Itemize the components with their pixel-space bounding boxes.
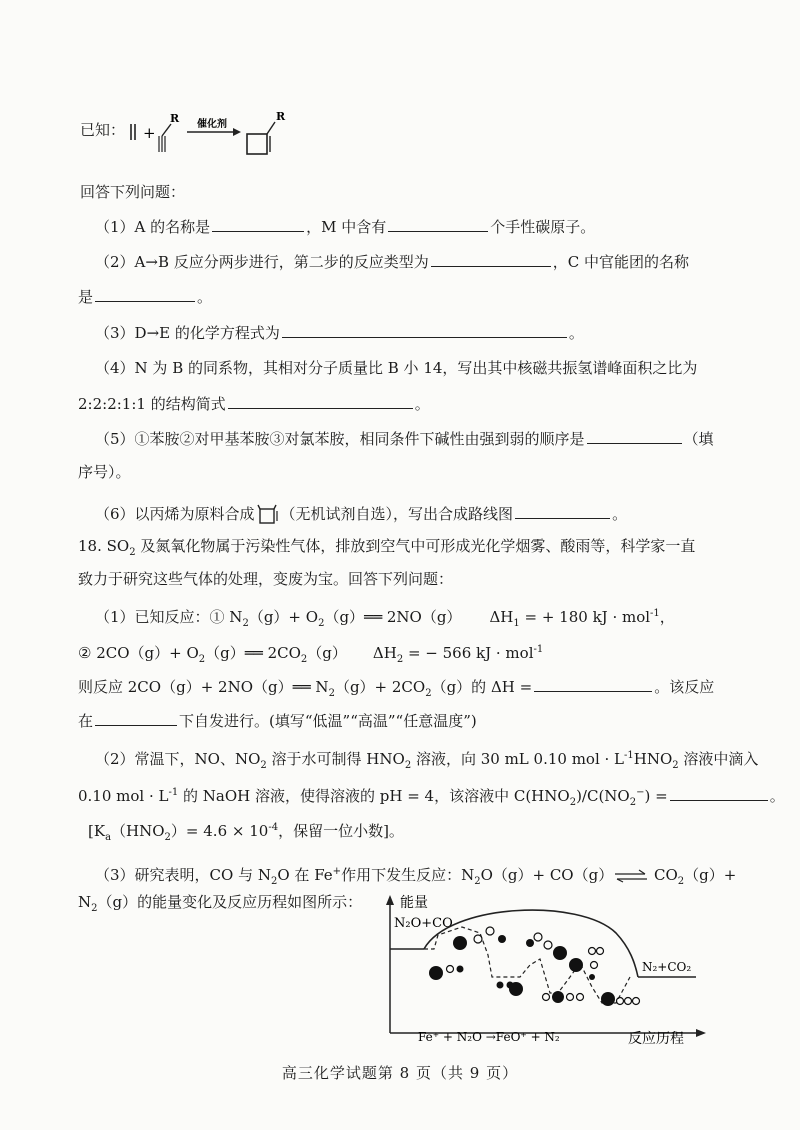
arrow-head: [233, 128, 241, 136]
q17-p2-text-a: （2）A→B 反应分两步进行，第二步的反应类型为: [95, 253, 429, 271]
r2-b: （g）══ 2CO: [205, 644, 301, 662]
q17-p5-text-b: （填: [683, 430, 714, 448]
sup-plus: +: [332, 866, 342, 877]
sub-2: 2: [318, 618, 325, 629]
cyclobutene-structure-icon: [255, 503, 281, 527]
s2-k: [K: [88, 822, 106, 840]
y-axis-label: 能量: [400, 895, 428, 911]
fe-ion-molecule: [453, 936, 467, 950]
s2-e: 溶液中滴入: [678, 750, 759, 768]
sub-2: 2: [404, 760, 412, 771]
o-atom: [589, 948, 596, 955]
sub-2: 2: [569, 797, 577, 808]
s3-h: （g）的能量变化及反应历程如图所示：: [97, 893, 363, 911]
fe-ion-molecule: [509, 982, 523, 996]
r1-a: （1）已知反应：① N: [95, 608, 243, 626]
answer-blank[interactable]: [282, 322, 567, 338]
o-atom: [617, 998, 624, 1005]
c-atom: [498, 935, 506, 943]
q17-p2-text-c: 是: [78, 288, 94, 306]
n-atom: [447, 966, 454, 973]
q17-part2-cont: [78, 286, 800, 307]
sub-2: 2: [396, 654, 404, 665]
answer-blank[interactable]: [587, 428, 682, 444]
c-atom: [589, 974, 595, 980]
sup-minus1: -1: [650, 608, 660, 619]
q17-p4-text-c: 。: [414, 395, 430, 413]
sub-2: 2: [328, 688, 335, 699]
sup-minus4: -4: [268, 822, 279, 833]
s3-d: O（g）+ CO（g）: [480, 866, 614, 884]
r2-c: （g）: [307, 644, 347, 662]
s3-g: N: [78, 893, 92, 911]
s3-f: （g）+: [684, 866, 737, 884]
equilibrium-arrow-icon: [613, 869, 649, 883]
answer-blank[interactable]: [228, 393, 413, 409]
q17-p4-text-a: （4）N 为 B 的同系物，其相对分子质量比 B 小 14，写出其中核磁共振氢谱峰面积之比为: [95, 359, 698, 377]
answer-blank[interactable]: [670, 785, 768, 801]
answer-blank[interactable]: [431, 251, 551, 267]
r1-c: （g）══ 2NO（g）: [324, 608, 462, 626]
answer-blank[interactable]: [515, 503, 610, 519]
q17-p1-text-a: （1）A 的名称是: [95, 218, 211, 236]
q18-reaction2: [78, 640, 800, 670]
q18-reaction3: [78, 676, 800, 704]
o-atom: [625, 998, 632, 1005]
q18-part2-cont: [78, 783, 800, 813]
known-prefix: 已知：: [80, 121, 126, 139]
q17-p6-text-c: 。: [612, 505, 628, 523]
q18-intro-b: 及氮氧化物属于污染性气体，排放到空气中可形成光化学烟雾、酸雨等，科学家一直: [135, 537, 696, 555]
o-atom: [486, 927, 494, 935]
o-atom: [544, 941, 552, 949]
sup-minus1: -1: [533, 644, 544, 655]
q17-p4-text-b: 2:2:2:1:1 的结构简式: [78, 395, 226, 413]
o-atom: [457, 966, 464, 973]
cyclobutene-r-bond: [267, 122, 275, 134]
s2-n: ，保留一位小数]。: [278, 822, 404, 840]
answer-blank[interactable]: [212, 216, 304, 232]
x-axis-arrow: [696, 1029, 706, 1037]
s2-i: ) =: [644, 787, 668, 805]
q17-part6: [95, 503, 800, 527]
sub-1: 1: [513, 618, 520, 629]
s2-b: 溶于水可制得 HNO: [266, 750, 405, 768]
q17-part4: [95, 358, 800, 378]
o-atom: [534, 933, 542, 941]
o-atom: [474, 935, 482, 943]
r-label-2: R: [276, 110, 286, 123]
s2-h: )/C(NO: [576, 787, 630, 805]
q17-p1-text-b: ，M 中含有: [306, 218, 387, 236]
q18-intro: [78, 536, 800, 563]
c-atom: [497, 982, 504, 989]
q18-intro-cont: 致力于研究这些气体的处理，变废为宝。回答下列问题：: [78, 570, 454, 588]
r2-e: = − 566 kJ · mol: [403, 644, 534, 662]
s2-d: HNO: [633, 750, 673, 768]
energy-profile-diagram: [380, 893, 710, 1053]
sub-2: 2: [198, 654, 206, 665]
s2-a: （2）常温下，NO、NO: [95, 750, 261, 768]
c-atom: [526, 939, 534, 947]
q17-part4-cont: [78, 393, 800, 414]
q17-p1-text-c: 个手性碳原子。: [490, 218, 596, 236]
sub-2: 2: [270, 876, 278, 887]
o-atom: [597, 948, 604, 955]
fe-ion-molecule: [429, 966, 443, 980]
q18-reaction1: （1）已知反应：① $N_2(g)+$ $O_2(g)══$ 2NO（g） $\Delta H_1$ = + 180 kJ · mol$^{-1}$，: [95, 608, 675, 629]
known-reaction-diagram: [125, 110, 325, 162]
o-atom: [633, 998, 640, 1005]
q17-p5-text-c: 序号）。: [78, 463, 131, 481]
sub-2: 2: [164, 832, 171, 843]
r1-d: ΔH: [489, 608, 514, 626]
step1-label: Fe⁺ + N₂O →FeO⁺ + N₂: [418, 1030, 560, 1044]
q18-intro-a: 18. SO: [78, 537, 130, 555]
answer-blank[interactable]: [388, 216, 488, 232]
o-atom: [577, 994, 584, 1001]
fe-ion-molecule: [552, 991, 564, 1003]
s3-e: CO: [649, 866, 678, 884]
fe-ion-molecule: [601, 992, 615, 1006]
r2-d: ΔH: [372, 644, 397, 662]
answer-blank[interactable]: [95, 286, 195, 302]
products-label: N₂+CO₂: [642, 960, 692, 974]
r1-b: （g）+ O: [248, 608, 319, 626]
q17-part2: [95, 251, 800, 272]
y-axis-arrow: [386, 895, 394, 905]
sub-2: 2: [425, 688, 432, 699]
sup-minus1: -1: [168, 787, 179, 798]
q17-p2-text-d: 。: [197, 288, 213, 306]
answer-blank[interactable]: [534, 676, 652, 692]
q18-reaction3-cont: [78, 710, 800, 731]
r4-b: 下自发进行。(填写“低温”“高温”“任意温度”): [179, 712, 477, 730]
fe-ion-molecule: [553, 946, 567, 960]
q17-p2-text-b: ，C 中官能团的名称: [552, 253, 689, 271]
sub-2: 2: [672, 760, 679, 771]
s3-a: （3）研究表明，CO 与 N: [95, 866, 271, 884]
alkyne-r-bond: [162, 124, 171, 136]
plus-sign: +: [143, 124, 156, 142]
sub-2: 2: [91, 903, 98, 914]
sub-2: 2: [242, 618, 249, 629]
sup-minus1: -1: [624, 750, 634, 761]
sub-2: 2: [300, 654, 308, 665]
q18-part2: [95, 746, 800, 776]
r3-b: （g）+ 2CO: [334, 678, 426, 696]
page-footer: 高三化学试题第 8 页（共 9 页）: [281, 1064, 519, 1082]
s2-f: 0.10 mol · L: [78, 787, 169, 805]
sup-minus: −: [636, 787, 645, 798]
sub-2: 2: [474, 876, 481, 887]
q17-part3: [95, 322, 800, 343]
fe-ion-molecule: [569, 958, 583, 972]
sub-2: 2: [260, 760, 267, 771]
q17-intro: 回答下列问题：: [80, 183, 186, 201]
q18-ka-hint: [88, 818, 800, 848]
s2-l: （HNO: [111, 822, 165, 840]
cyclobutene-ring: [247, 134, 267, 154]
answer-blank[interactable]: [95, 710, 177, 726]
r3-d: 。该反应: [654, 678, 715, 696]
r4-a: 在: [78, 712, 94, 730]
r-label-1: R: [170, 112, 180, 125]
sub-a: a: [105, 832, 112, 843]
q17-part5-cont: [78, 462, 800, 482]
r2-a: ② 2CO（g）+ O: [78, 644, 199, 662]
q17-p6-text-b: （无机试剂自选），写出合成路线图: [280, 505, 514, 523]
q18-intro-sub: 2: [129, 547, 136, 558]
sub-2: 2: [629, 797, 637, 808]
q17-p5-text-a: （5）①苯胺②对甲基苯胺③对氯苯胺，相同条件下碱性由强到弱的顺序是: [95, 430, 585, 448]
o-atom: [567, 994, 574, 1001]
s2-m: ）= 4.6 × 10: [170, 822, 269, 840]
r3-a: 则反应 2CO（g）+ 2NO（g）══ N: [78, 678, 329, 696]
r1-e: = + 180 kJ · mol: [519, 608, 651, 626]
sub-2: 2: [677, 876, 685, 887]
r3-c: （g）的 ΔH =: [431, 678, 533, 696]
q18-part3: [95, 862, 800, 892]
q17-p6-text-a: （6）以丙烯为原料合成: [95, 505, 255, 523]
reactants-label: N₂O+CO: [394, 916, 453, 931]
s3-c: 作用下发生反应：N: [341, 866, 475, 884]
o-atom: [543, 994, 550, 1001]
x-axis-label: 反应历程: [628, 1031, 684, 1047]
q17-p3-text-a: （3）D→E 的化学方程式为: [95, 324, 280, 342]
s2-g: 的 NaOH 溶液，使得溶液的 pH = 4，该溶液中 C(HNO: [178, 787, 570, 805]
q17-part5: [95, 428, 800, 449]
catalyst-label: 催化剂: [197, 119, 227, 130]
s2-j: 。: [769, 787, 785, 805]
q17-part1: [95, 216, 800, 237]
s3-b: O 在 Fe: [277, 866, 333, 884]
s2-c: 溶液，向 30 mL 0.10 mol · L: [411, 750, 625, 768]
o-atom: [591, 962, 598, 969]
q17-p3-text-b: 。: [568, 324, 584, 342]
